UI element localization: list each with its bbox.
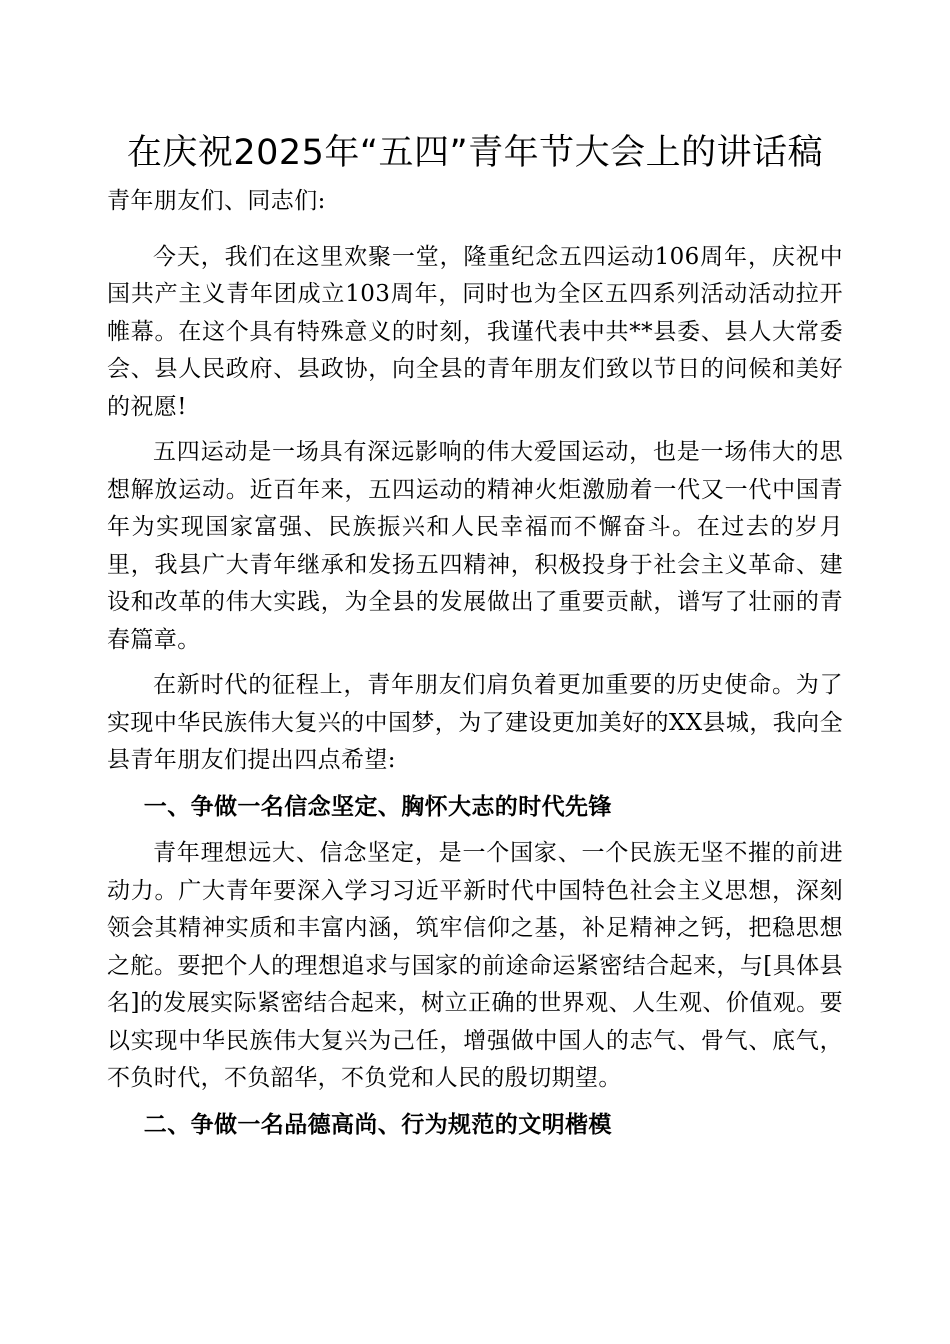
section-heading-2: 二、争做一名品德高尚、行为规范的文明楷模 — [143, 1110, 612, 1138]
paragraph-section-1: 青年理想远大、信念坚定，是一个国家、一个民族无坚不摧的前进动力。广大青年要深入学习习近平新时代中国特色社会主义思想，深刻领会其精神实质和丰富内涵，筑牢信仰之基，补足精神之钙，把稳思想之舵。要把个人的理想追求与国家的前途命运紧密结合起来，与[具体县名]的发展实际紧密结合起来，树立正确的世界观、人生观、价值观。要以实现中华民族伟大复兴为己任，增强做中国人的志气、骨气、底气，不负时代，不负韶华，不负党和人民的殷切期望。 — [107, 840, 843, 1091]
paragraph-new-era: 在新时代的征程上，青年朋友们肩负着更加重要的历史使命。为了实现中华民族伟大复兴的中国梦，为了建设更加美好的XX县城，我向全县青年朋友们提出四点希望: — [107, 672, 843, 773]
document-body — [107, 183, 843, 1153]
paragraph-may-fourth: 五四运动是一场具有深远影响的伟大爱国运动，也是一场伟大的思想解放运动。近百年来，五四运动的精神火炬激励着一代又一代中国青年为实现国家富强、民族振兴和人民幸福而不懈奋斗。在过去的岁月里，我县广大青年继承和发扬五四精神，积极投身于社会主义革命、建设和改革的伟大实践，为全县的发展做出了重要贡献，谱写了壮丽的青春篇章。 — [107, 439, 843, 653]
salutation: 青年朋友们、同志们: — [107, 188, 326, 214]
section-heading-1: 一、争做一名信念坚定、胸怀大志的时代先锋 — [143, 792, 612, 820]
paragraph-opening: 今天，我们在这里欢聚一堂，隆重纪念五四运动106周年，庆祝中国共产主义青年团成立103周年，同时也为全区五四系列活动活动拉开帷幕。在这个具有特殊意义的时刻，我谨代表中共**县委、县人大常委会、县人民政府、县政协，向全县的青年朋友们致以节日的问候和美好的祝愿! — [107, 243, 843, 420]
document-title: 在庆祝2025年“五四”青年节大会上的讲话稿 — [126, 133, 824, 173]
